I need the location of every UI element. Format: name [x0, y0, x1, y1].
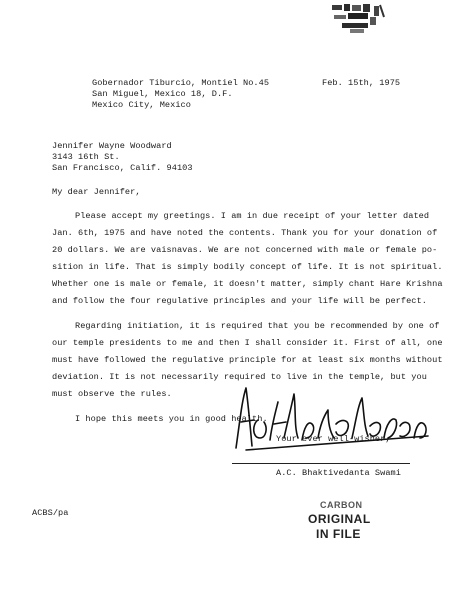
body-line: I hope this meets you in good health.	[75, 414, 268, 424]
typist-initials: ACBS/pa	[32, 508, 69, 518]
body-line: Regarding initiation, it is required that you be recommended by one of	[75, 321, 440, 331]
body-line: our temple presidents to me and then I shall consider it. First of all, one	[52, 338, 443, 348]
recipient-line: Jennifer Wayne Woodward	[52, 141, 172, 151]
stamp-line: CARBON	[320, 500, 363, 510]
signatory-name: A.C. Bhaktivedanta Swami	[276, 468, 401, 478]
letter-date: Feb. 15th, 1975	[322, 78, 401, 88]
top-stamp-mark	[330, 3, 388, 35]
closing-line: Your ever well-wisher,	[276, 434, 391, 444]
handwritten-signature	[232, 380, 432, 455]
signature-rule	[232, 463, 410, 464]
carbon-original-stamp	[308, 500, 372, 544]
body-line: must observe the rules.	[52, 389, 172, 399]
body-line: Whether one is male or female, it doesn't matter, simply chant Hare Krishna	[52, 279, 443, 289]
sender-address-line: San Miguel, Mexico 18, D.F.	[92, 89, 233, 99]
stamp-line: IN FILE	[316, 527, 361, 541]
body-line: deviation. It is not necessarily required to live in the temple, but you	[52, 372, 427, 382]
body-line: must have followed the regulative principle for at least six months without	[52, 355, 443, 365]
sender-address-line: Gobernador Tiburcio, Montiel No.45	[92, 78, 270, 88]
salutation: My dear Jennifer,	[52, 187, 141, 197]
sender-address-line: Mexico City, Mexico	[92, 100, 191, 110]
recipient-line: 3143 16th St.	[52, 152, 120, 162]
body-line: and follow the four regulative principles and your life will be perfect.	[52, 296, 427, 306]
body-line: Jan. 6th, 1975 and have noted the contents. Thank you for your donation of	[52, 228, 438, 238]
body-line: Please accept my greetings. I am in due receipt of your letter dated	[75, 211, 430, 221]
stamp-line: ORIGINAL	[308, 512, 371, 526]
recipient-line: San Francisco, Calif. 94103	[52, 163, 193, 173]
body-line: sition in life. That is simply bodily concept of life. It is not spiritual.	[52, 262, 443, 272]
body-line: 20 dollars. We are vaisnavas. We are not concerned with male or female po-	[52, 245, 438, 255]
